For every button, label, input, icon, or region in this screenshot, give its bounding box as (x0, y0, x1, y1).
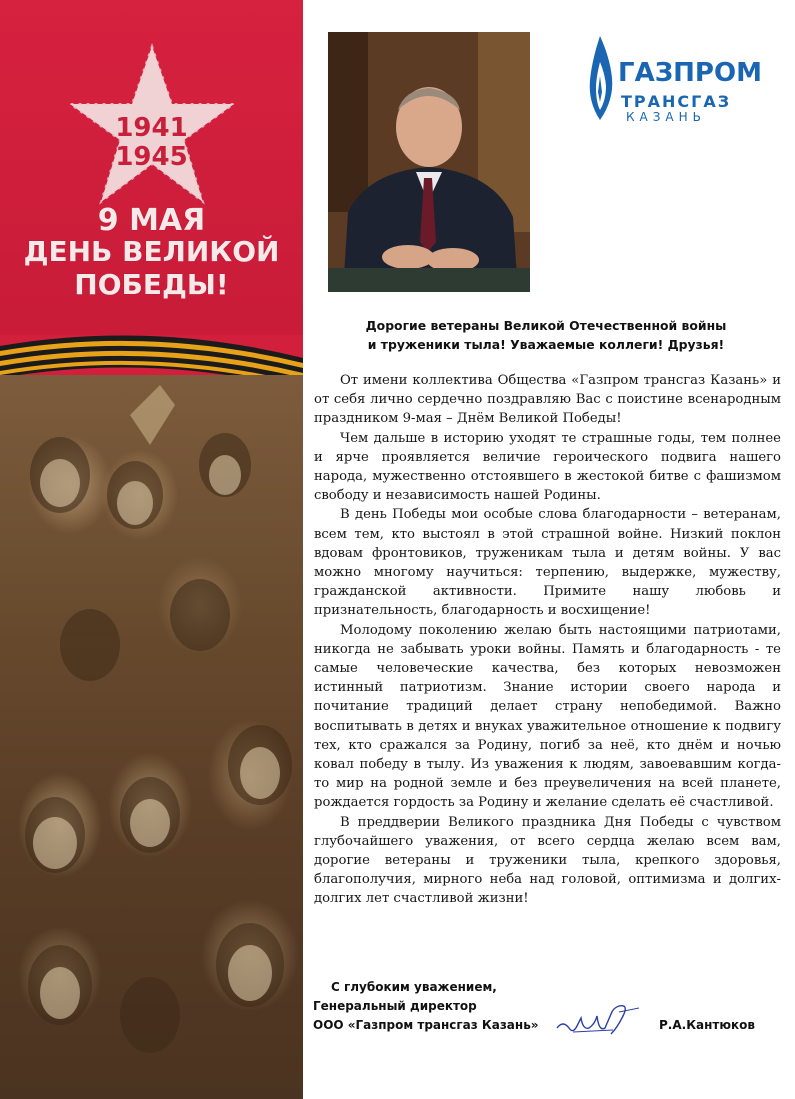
year-start: 1941 (115, 113, 188, 143)
signer-name: Р.А.Кантюков (659, 1018, 755, 1032)
logo-transgaz: ТРАНСГАЗ (621, 92, 732, 111)
letter-paragraph: Молодому поколению желаю быть настоящими патриотами, никогда не забывать уроки войны. Память и благодарность - те самые человеческие качества, без которых невозможен истинный патриотизм. Знание истории своего народа и почитание традиций делает страну непобедимой. Важно воспитывать в детях и внуках уважительное отношение к подвигу тех, кто сражался за Родину, погиб за неё, кто днём и ночью ковал победу в тылу. Из уважения к людям, завоевавшим когда-то мир на родной земле и без преувеличения на всей планете, рождается гордость за Родину и желание сделать её счастливой. (314, 622, 781, 811)
banner-title-line: ПОБЕДЫ! (74, 268, 229, 301)
gazprom-logo (570, 30, 762, 130)
letter-paragraph: От имени коллектива Общества «Газпром трансгаз Казань» и от себя лично сердечно поздравляю Вас с поистине всенародным праздником 9-мая – Днём Великой Победы! (314, 373, 781, 427)
banner-red-area (0, 0, 303, 335)
letter-body (314, 371, 781, 909)
handwritten-signature (553, 998, 643, 1044)
victory-crowd-photo (0, 375, 303, 1099)
signer-company: ООО «Газпром трансгаз Казань» (313, 1018, 539, 1032)
greeting-line: и труженики тыла! Уважаемые коллеги! Друзья! (367, 337, 725, 352)
logo-gazprom: ГАЗПРОМ (618, 58, 762, 88)
letter-paragraph: Чем дальше в историю уходят те страшные годы, тем полнее и ярче проявляется величие героического подвига нашего народа, мужественно отстоявшего в жестокой битве с фашизмом свободу и независимость нашей Родины. (314, 430, 781, 504)
signer-title: Генеральный директор (313, 999, 477, 1013)
greeting-line: Дорогие ветераны Великой Отечественной войны (365, 318, 727, 333)
portrait-image (328, 32, 530, 292)
year-end: 1945 (115, 142, 188, 172)
banner-title-line: ДЕНЬ ВЕЛИКОЙ (23, 235, 280, 268)
logo-kazan: КАЗАНЬ (626, 110, 706, 124)
victory-day-banner (0, 0, 303, 1099)
director-portrait (328, 32, 530, 292)
closing-phrase: С глубоким уважением, (331, 980, 497, 994)
letter-greeting (314, 316, 778, 354)
signature-block (313, 978, 539, 1035)
crowd-figures (0, 375, 303, 1099)
letter-paragraph: В преддверии Великого праздника Дня Победы с чувством глубочайшего уважения, от всего сердца желаю всем вам, дорогие ветераны и труженики тыла, крепкого здоровья, благополучия, мирного неба над головой, оптимизма и долгих-долгих лет счастливой жизни! (314, 814, 781, 907)
banner-date: 9 МАЯ (97, 203, 206, 238)
letter-paragraph: В день Победы мои особые слова благодарности – ветеранам, всем тем, кто выстоял в этой страшной войне. Низкий поклон вдовам фронтовиков, труженикам тыла и детям войны. У вас можно многому научиться: терпению, выдержке, мужеству, гражданской активности. Примите нашу любовь и признательность, благодарность и восхищение! (314, 507, 781, 619)
